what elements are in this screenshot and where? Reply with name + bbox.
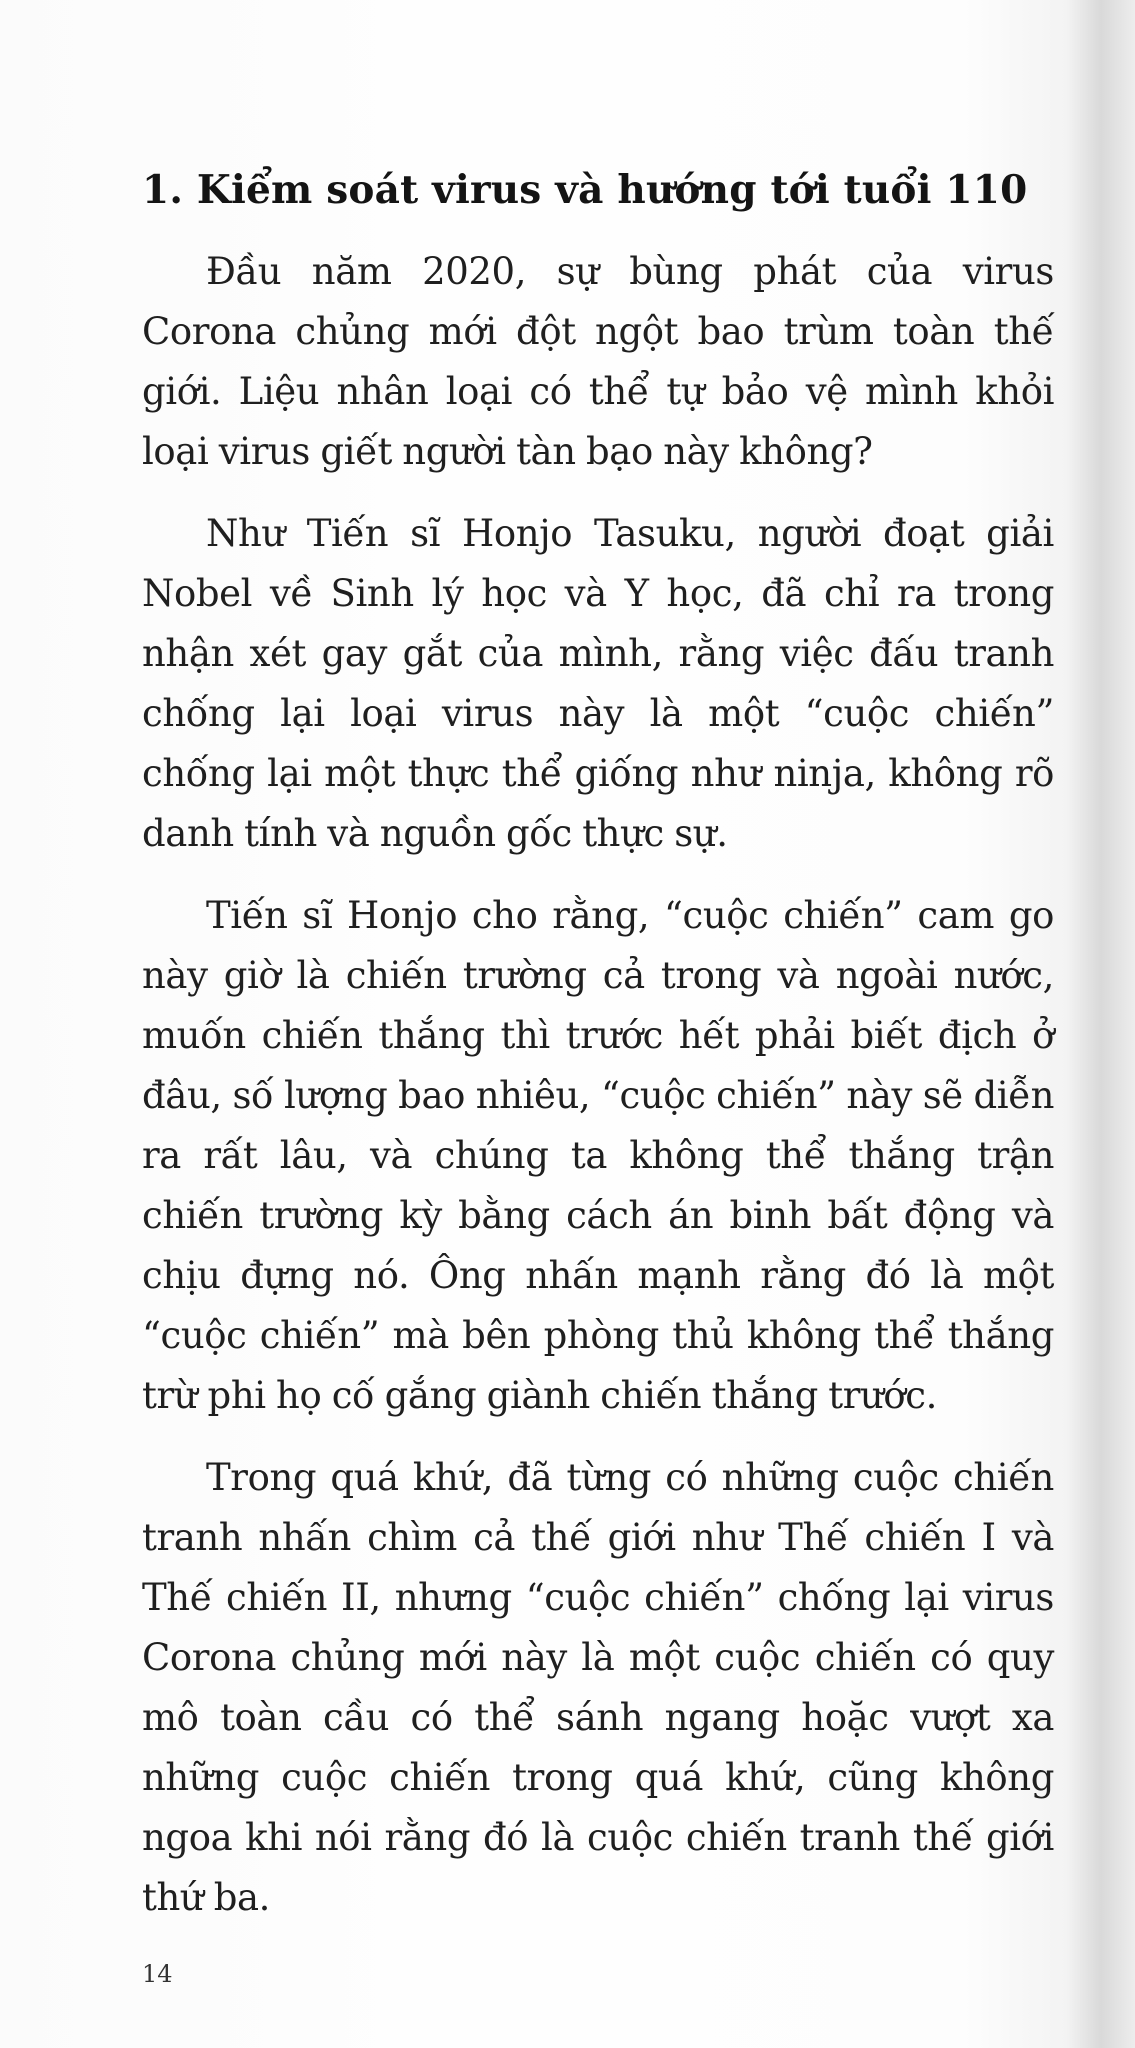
page-body — [142, 160, 1054, 1950]
paragraph-1: Đầu năm 2020, sự bùng phát của virus Corona chủng mới đột ngột bao trùm toàn thế giới. Liệu nhân loại có thể tự bảo vệ mình khỏi loại virus giết người tàn bạo này không? — [142, 250, 1054, 473]
paragraph-4: Trong quá khứ, đã từng có những cuộc chiến tranh nhấn chìm cả thế giới như Thế chiến I và Thế chiến II, nhưng “cuộc chiến” chống lại virus Corona chủng mới này là một cuộc chiến có quy mô toàn cầu có thể sánh ngang hoặc vượt xa những cuộc chiến trong quá khứ, cũng không ngoa khi nói rằng đó là cuộc chiến tranh thế giới thứ ba. — [142, 1456, 1054, 1919]
section-heading: 1. Kiểm soát virus và hướng tới tuổi 110 — [142, 167, 1028, 213]
page-number: 14 — [142, 1960, 173, 1988]
paragraph-2: Như Tiến sĩ Honjo Tasuku, người đoạt giải Nobel về Sinh lý học và Y học, đã chỉ ra trong nhận xét gay gắt của mình, rằng việc đấu tranh chống lại loại virus này là một “cuộc chiến” chống lại một thực thể giống như ninja, không rõ danh tính và nguồn gốc thực sự. — [142, 512, 1054, 855]
paragraph-3: Tiến sĩ Honjo cho rằng, “cuộc chiến” cam go này giờ là chiến trường cả trong và ngoài nước, muốn chiến thắng thì trước hết phải biết địch ở đâu, số lượng bao nhiêu, “cuộc chiến” này sẽ diễn ra rất lâu, và chúng ta không thể thắng trận chiến trường kỳ bằng cách án binh bất động và chịu đựng nó. Ông nhấn mạnh rằng đó là một “cuộc chiến” mà bên phòng thủ không thể thắng trừ phi họ cố gắng giành chiến thắng trước. — [142, 894, 1054, 1417]
